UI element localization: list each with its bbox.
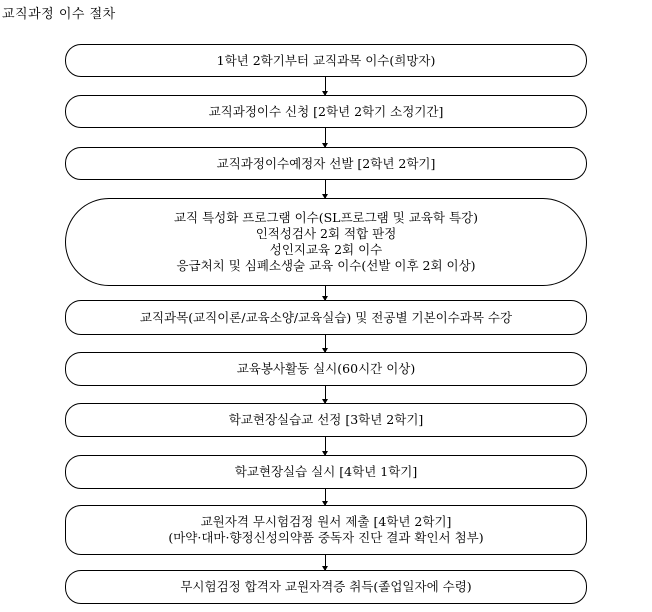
step-2-text: 교직과정이수 신청 [2학년 2학기 소정기간] — [208, 103, 444, 119]
step-7-box — [65, 403, 587, 437]
step-1-box — [65, 44, 587, 77]
step-8-text: 학교현장실습 실시 [4학년 1학기] — [234, 464, 418, 479]
step-6-box — [65, 352, 587, 386]
step-6-text: 교육봉사활동 실시(60시간 이상) — [236, 361, 416, 376]
arrow-9 — [325, 555, 326, 570]
step-4-box — [65, 198, 587, 286]
step-4-line-3: 성인지교육 2회 이수 — [269, 242, 383, 257]
step-9-box — [65, 505, 587, 555]
step-4-line-1: 교직 특성화 프로그램 이수(SL프로그램 및 교육학 특강) — [173, 210, 479, 225]
arrow-2 — [325, 128, 326, 147]
step-4-line-2: 인적성검사 2회 적합 판정 — [255, 226, 397, 241]
step-10-text: 무시험검정 합격자 교원자격증 취득(졸업일자에 수령) — [180, 579, 472, 594]
arrow-1 — [325, 77, 326, 95]
step-3-text: 교직과정이수예정자 선발 [2학년 2학기] — [216, 155, 436, 171]
step-5-box — [65, 300, 587, 335]
step-2-box — [65, 95, 587, 128]
step-4-line-4: 응급처치 및 심폐소생술 교육 이수(선발 이후 2회 이상) — [176, 258, 476, 273]
arrow-8 — [325, 489, 326, 505]
diagram-title: 교직과정 이수 절차 — [2, 7, 116, 22]
step-1-text: 1학년 2학기부터 교직과목 이수(희망자) — [216, 52, 436, 68]
step-9-line-2: (마약·대마·향정신성의약품 중독자 진단 결과 확인서 첨부) — [168, 530, 484, 545]
step-9-line-1: 교원자격 무시험검정 원서 제출 [4학년 2학기] — [200, 514, 452, 529]
arrow-7 — [325, 437, 326, 455]
step-8-box — [65, 455, 587, 489]
step-5-text: 교직과목(교직이론/교육소양/교육실습) 및 전공별 기본이수과목 수강 — [139, 309, 513, 325]
arrow-6 — [325, 386, 326, 403]
step-10-box — [65, 570, 587, 604]
step-7-text: 학교현장실습교 선정 [3학년 2학기] — [228, 412, 424, 427]
step-3-box — [65, 147, 587, 180]
arrow-3 — [325, 180, 326, 198]
arrow-4 — [325, 286, 326, 300]
arrow-5 — [325, 335, 326, 352]
